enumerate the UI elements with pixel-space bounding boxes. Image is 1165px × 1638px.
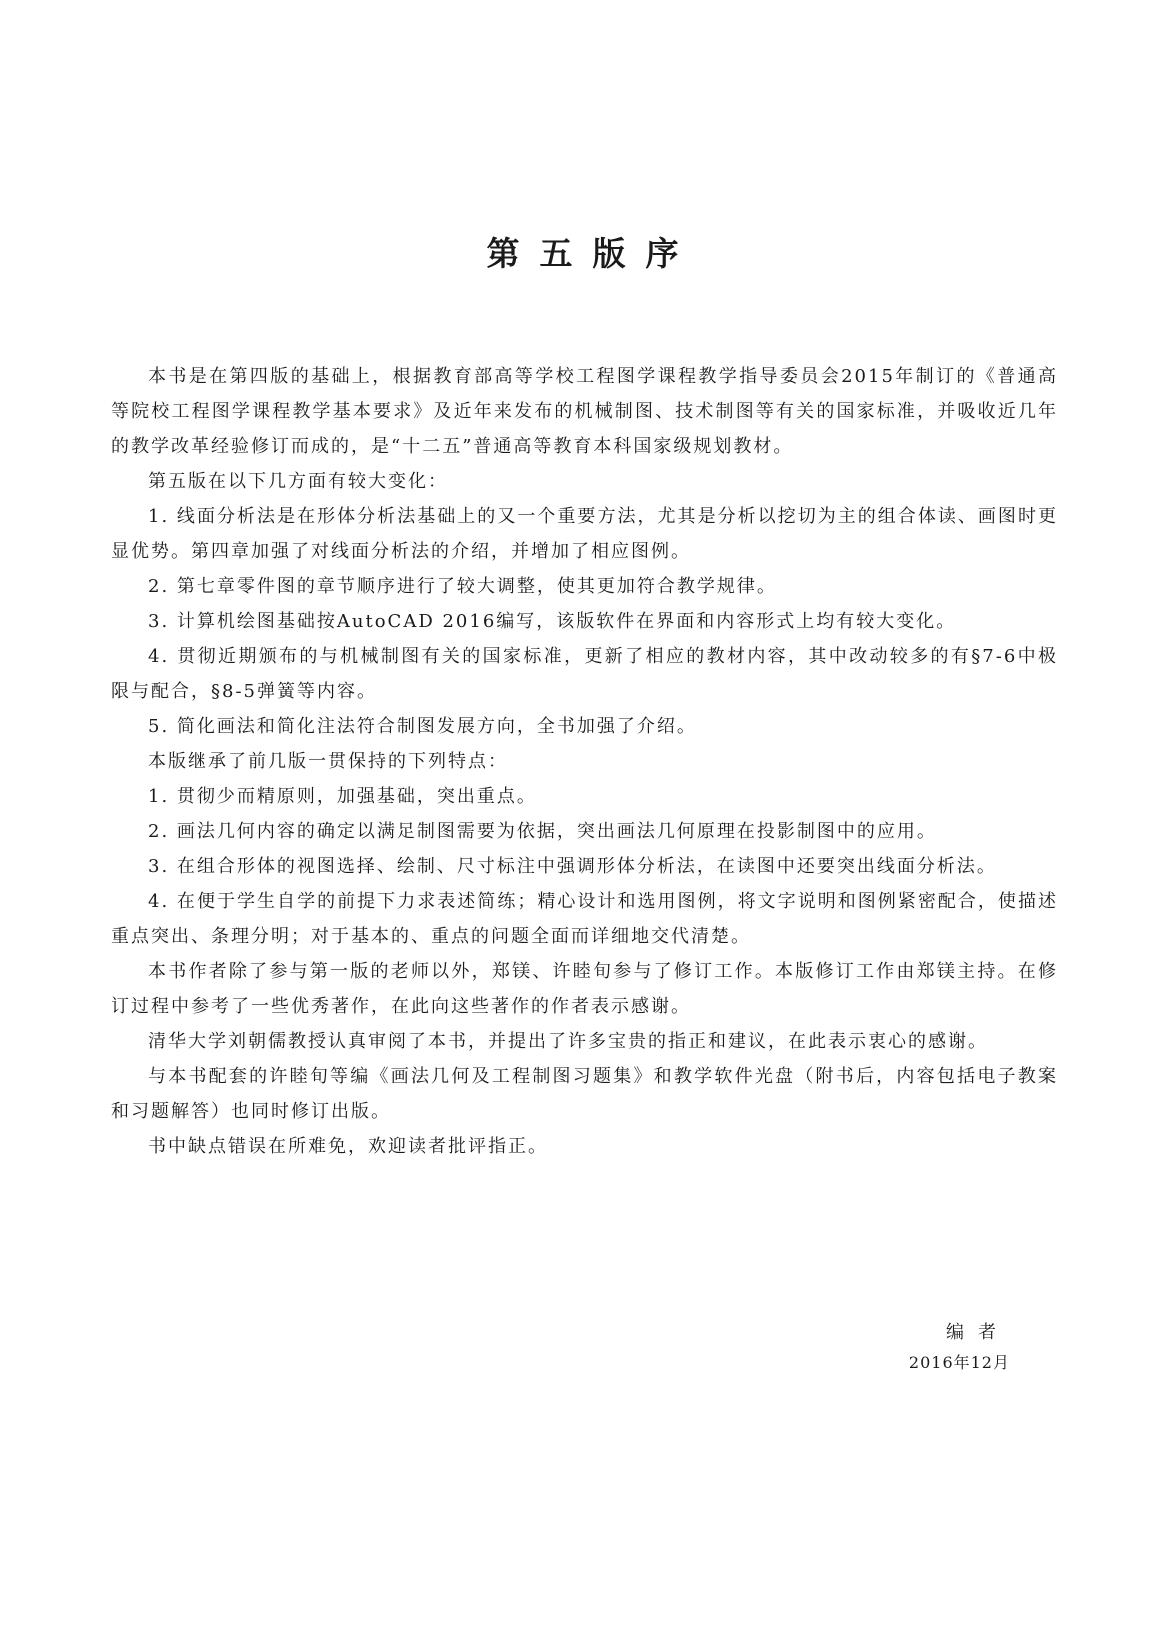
paragraph-10: 2. 画法几何内容的确定以满足制图需要为依据，突出画法几何原理在投影制图中的应用。 xyxy=(148,821,937,842)
paragraph-2: 第五版在以下几方面有较大变化： xyxy=(148,471,448,492)
signoff-date: 2016年12月 xyxy=(908,1353,1010,1372)
paragraph-7: 5. 简化画法和简化注法符合制图发展方向，全书加强了介绍。 xyxy=(148,716,697,737)
signoff xyxy=(810,1318,1010,1378)
paragraph-3: 1. 线面分析法是在形体分析法基础上的又一个重要方法，尤其是分析以挖切为主的组合体读、画图时更显优势。第四章加强了对线面分析法的介绍，并增加了相应图例。 xyxy=(111,506,1058,562)
paragraph-14: 清华大学刘朝儒教授认真审阅了本书，并提出了许多宝贵的指正和建议，在此表示衷心的感谢。 xyxy=(148,1031,988,1052)
paragraph-9: 1. 贯彻少而精原则，加强基础，突出重点。 xyxy=(148,786,537,807)
signoff-author: 编者 xyxy=(946,1322,1010,1343)
paragraph-6: 4. 贯彻近期颁布的与机械制图有关的国家标准，更新了相应的教材内容，其中改动较多的有§7-6中极限与配合，§8-5弹簧等内容。 xyxy=(111,646,1058,702)
paragraph-15: 与本书配套的许睦旬等编《画法几何及工程制图习题集》和教学软件光盘（附书后，内容包括电子教案和习题解答）也同时修订出版。 xyxy=(111,1066,1058,1122)
paragraph-1: 本书是在第四版的基础上，根据教育部高等学校工程图学课程教学指导委员会2015年制订的《普通高等院校工程图学课程教学基本要求》及近年来发布的机械制图、技术制图等有关的国家标准，并吸收近几年的教学改革经验修订而成的，是“十二五”普通高等教育本科国家级规划教材。 xyxy=(111,366,1058,457)
page-title: 第五版序 xyxy=(486,234,699,273)
paragraph-4: 2. 第七章零件图的章节顺序进行了较大调整，使其更加符合教学规律。 xyxy=(148,576,777,597)
paragraph-12: 4. 在便于学生自学的前提下力求表述简练；精心设计和选用图例，将文字说明和图例紧密配合，使描述重点突出、条理分明；对于基本的、重点的问题全面而详细地交代清楚。 xyxy=(111,891,1058,947)
paragraph-11: 3. 在组合形体的视图选择、绘制、尺寸标注中强调形体分析法，在读图中还要突出线面分析法。 xyxy=(148,856,997,877)
paragraph-5: 3. 计算机绘图基础按AutoCAD 2016编写，该版软件在界面和内容形式上均有较大变化。 xyxy=(148,611,957,632)
paragraph-16: 书中缺点错误在所难免，欢迎读者批评指正。 xyxy=(148,1136,548,1157)
preface-body xyxy=(111,359,1058,1164)
paragraph-8: 本版继承了前几版一贯保持的下列特点： xyxy=(148,751,508,772)
paragraph-13: 本书作者除了参与第一版的老师以外，郑镁、许睦旬参与了修订工作。本版修订工作由郑镁主持。在修订过程中参考了一些优秀著作，在此向这些著作的作者表示感谢。 xyxy=(111,961,1058,1017)
